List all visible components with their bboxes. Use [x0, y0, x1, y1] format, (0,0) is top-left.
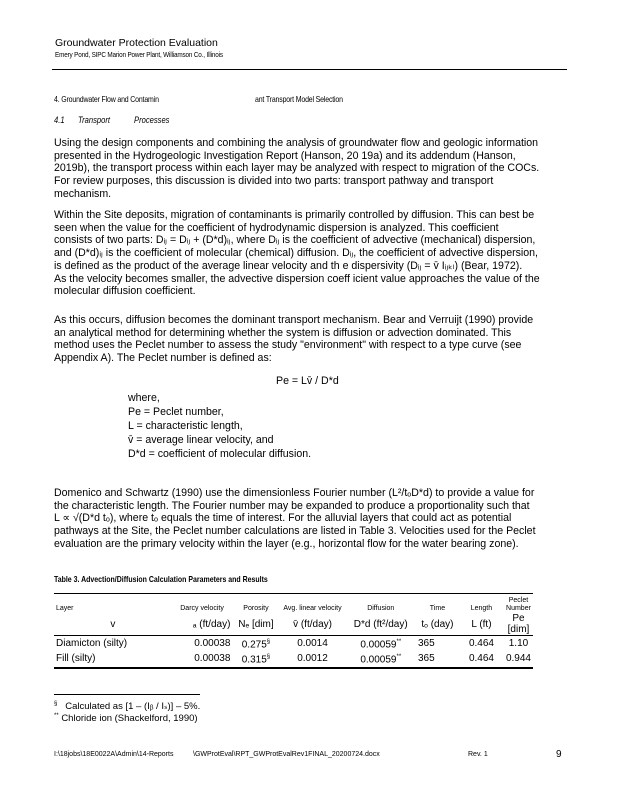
unit-velocity: v̄ (ft/day)	[279, 613, 345, 636]
definition-item: v̄ = average linear velocity, and	[128, 434, 274, 446]
unit-porosity: Nₑ [dim]	[232, 613, 279, 636]
section-heading-part1: 4. Groundwater Flow and Contamin	[54, 94, 159, 104]
header-rule	[52, 69, 567, 70]
cell-velocity: 0.0012	[279, 651, 345, 667]
cell-diffusion: 0.00059**	[360, 639, 402, 651]
col-header-layer: Layer	[54, 594, 172, 614]
paragraph-line: molecular diffusion coefficient.	[54, 285, 196, 298]
section-heading-part2: ant Transport Model Selection	[255, 94, 343, 104]
cell-time: 365	[416, 651, 459, 667]
cell-darcy: 0.00038	[194, 638, 231, 650]
paragraph-2	[54, 209, 614, 298]
definition-item: Pe = Peclet number,	[128, 406, 224, 418]
unit-darcy: ₐ (ft/day)	[172, 613, 233, 636]
page-number: 9	[556, 749, 562, 760]
col-header-length: Length	[459, 594, 504, 614]
footnote-rule	[54, 694, 200, 695]
paragraph-line: As this occurs, diffusion becomes the dominant transport mechanism. Bear and Verruijt (1990) provide	[54, 314, 534, 326]
cell-layer: Diamicton (silty)	[56, 638, 128, 650]
col-header-diffusion: Diffusion	[346, 594, 416, 614]
cell-peclet: 1.10	[508, 638, 529, 650]
paragraph-3	[54, 314, 614, 365]
paragraph-line: Appendix A). The Peclet number is defined as:	[54, 352, 272, 365]
paragraph-line: For review purposes, this discussion is divided into two parts: transport pathway and transport	[54, 175, 494, 188]
paragraph-line: is defined as the product of the average linear velocity and th e dispersivity (Dᵢⱼ = v̄ Iᵢⱼₖₗ) (Bear, 1972).	[54, 259, 523, 272]
footer-revision: Rev. 1	[468, 751, 488, 758]
table-row	[54, 651, 533, 667]
peclet-formula: Pe = Lv̄ / D*d	[276, 375, 339, 387]
cell-peclet: 0.944	[504, 651, 533, 667]
footer-path-left: I:\18jobs\18E0022A\Admin\14-Reports	[54, 751, 174, 758]
paragraph-line: an analytical method for determining whether the system is diffusion or advection dominated. This	[54, 326, 512, 339]
unit-length: L (ft)	[459, 613, 504, 636]
col-header-porosity: Porosity	[232, 594, 279, 614]
cell-darcy: 0.00038	[172, 651, 233, 667]
paragraph-line: 2019b), the transport process within each layer may be analyzed with respect to migration of the COCs.	[54, 162, 540, 175]
paragraph-line: Domenico and Schwartz (1990) use the dimensionless Fourier number (L²/tₒD*d) to provide a value for	[54, 487, 535, 499]
subsection-number: 4.1	[54, 115, 65, 126]
footer-path-right: \GWProtEval\RPT_GWProtEvalRev1FINAL_20200724.docx	[193, 751, 380, 758]
paragraph-line: L ∝ √(D*d tₒ), where tₒ equals the time of interest. For the alluvial layers that could act as potential	[54, 512, 512, 525]
document-header-subtitle: Emery Pond, SIPC Marion Power Plant, Williamson Co., Illinois	[55, 50, 223, 59]
subsection-title-word2: Processes	[134, 115, 170, 126]
footnote-mark: §	[54, 701, 58, 707]
footnote-2	[54, 713, 198, 724]
where-label: where,	[128, 392, 160, 404]
subsection-title-word1: Transport	[78, 115, 110, 126]
footnote-text: Chloride ion (Shackelford, 1990)	[61, 713, 198, 725]
footnote-text: Calculated as [1 – (Iᵦ / Iₛ)] – 5%.	[65, 701, 201, 713]
paragraph-line: the characteristic length. The Fourier number may be expanded to produce a proportionality such that	[54, 499, 530, 512]
definition-item: D*d = coefficient of molecular diffusion.	[128, 448, 312, 460]
paragraph-line: mechanism.	[54, 187, 112, 200]
paragraph-4	[54, 487, 614, 551]
table-title: Table 3. Advection/Diffusion Calculation Parameters and Results	[54, 574, 268, 584]
col-header-velocity: Avg. linear velocity	[279, 594, 345, 614]
footnote-1	[54, 701, 200, 712]
paragraph-line: seen when the value for the coefficient of hydrodynamic dispersion is analyzed. This coefficient	[54, 221, 499, 234]
definitions-list	[128, 391, 528, 461]
col-header-peclet: Peclet Number	[504, 594, 533, 614]
paragraph-line: method uses the Peclet number to assess the study "environment" with respect to a type curve (see	[54, 339, 522, 352]
unit-diffusion: D*d (ft²/day)	[346, 613, 416, 636]
definition-item: L = characteristic length,	[128, 420, 243, 432]
paragraph-line: evaluation are the primary velocity within the layer (e.g., horizontal flow for the water bearing zone).	[54, 537, 519, 550]
cell-layer: Fill (silty)	[54, 651, 172, 667]
cell-length: 0.464	[459, 651, 504, 667]
cell-porosity: 0.275§	[241, 639, 271, 651]
unit-layer: v	[54, 613, 172, 636]
cell-diffusion: 0.00059**	[346, 651, 416, 667]
col-header-time: Time	[416, 594, 459, 614]
unit-time: tₒ (day)	[416, 613, 459, 636]
paragraph-line: presented in the Hydrogeologic Investigation Report (Hanson, 20 19a) and its addendum (Hanson,	[54, 149, 516, 162]
paragraph-line: As the velocity becomes smaller, the advective dispersion coeff icient value approaches the value of the	[54, 272, 540, 285]
footnote-mark: **	[54, 713, 59, 719]
paragraph-1	[54, 137, 614, 201]
cell-porosity: 0.315§	[232, 651, 279, 667]
document-header-title: Groundwater Protection Evaluation	[55, 37, 218, 49]
cell-time: 365	[417, 638, 435, 650]
paragraph-line: and (D*d)ᵢⱼ is the coefficient of molecular (chemical) diffusion. Dᵢⱼ, the coefficient of advective dispersion,	[54, 247, 538, 260]
paragraph-line: consists of two parts: Dᵢⱼ = Dᵢⱼ + (D*d)ᵢⱼ, where Dᵢⱼ is the coefficient of advective (mechanical) dispersion,	[54, 234, 536, 247]
paragraph-line: pathways at the Site, the Peclet number calculations are listed in Table 3. Velocities used for the Peclet	[54, 525, 536, 538]
peclet-table	[54, 593, 533, 669]
cell-length: 0.464	[468, 638, 494, 650]
paragraph-line: Within the Site deposits, migration of contaminants is primarily controlled by diffusion. This can best be	[54, 209, 535, 221]
col-header-darcy: Darcy velocity	[172, 594, 233, 614]
paragraph-line: Using the design components and combining the analysis of groundwater flow and geologic information	[54, 137, 539, 149]
unit-peclet: Pe [dim]	[504, 613, 533, 636]
table-row	[54, 636, 533, 652]
cell-velocity: 0.0014	[297, 638, 328, 650]
